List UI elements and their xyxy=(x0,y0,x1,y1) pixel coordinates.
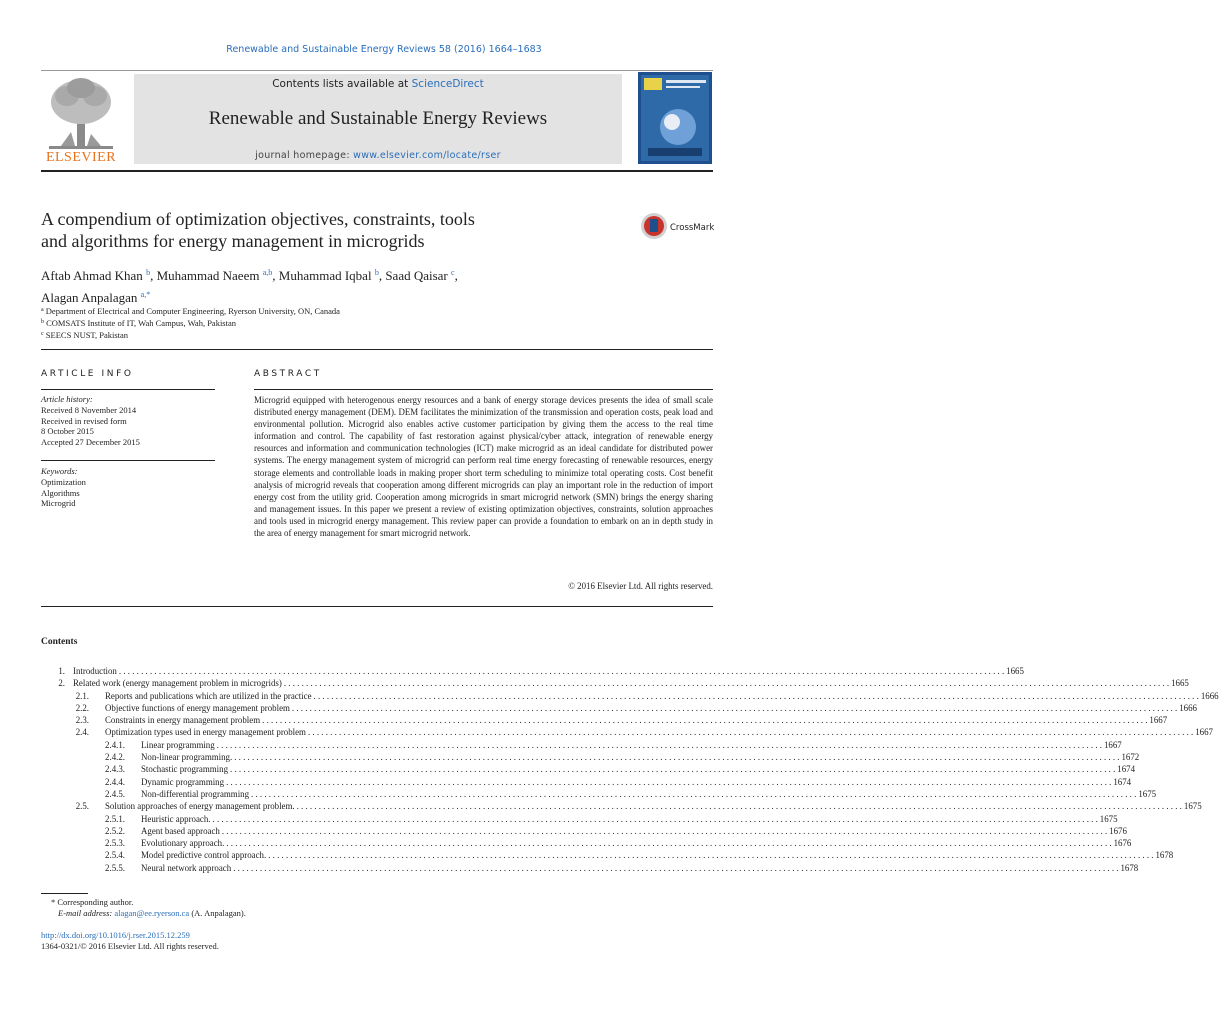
toc-entry-page: 1666 xyxy=(1179,702,1197,713)
toc-dot-leader: . . . . . . . . . . . . . . . . . . . . . . . . . . . . . . . . . . . . . . . . . . . . . . . . . . . . . . . . . . . . . . . . . . . . . . . . . . . . . . . . . . . . . . . . . . . . . . . . . . . . . . . . . . . . . . . . . . . . . . . . . . . . . . . . . . . . . . . . . . . . . . . . . . . . . . . . . . . . . . . . . . . . . . . . . . . . . . . . . . . . . . . . . . . . . . . . . . . . . . . . xyxy=(313,690,1199,701)
toc-entry[interactable] xyxy=(41,726,1213,738)
toc-entry-title: Introduction xyxy=(73,666,117,676)
toc-entry-page: 1675 xyxy=(1183,801,1202,812)
toc-dot-leader: . . . . . . . . . . . . . . . . . . . . . . . . . . . . . . . . . . . . . . . . . . . . . . . . . . . . . . . . . . . . . . . . . . . . . . . . . . . . . . . . . . . . . . . . . . . . . . . . . . . . . . . . . . . . . . . . . . . . . . . . . . . . . . . . . . . . . . . . . . . . . . . . . . . . . . . . . . . . . . . . . . . . . . . . . . . . . . . . . . . . . . . . . . . . . . . . . . . . . . . . xyxy=(283,678,1170,689)
abstract-heading: ABSTRACT xyxy=(254,369,322,379)
toc-entry-number: 2.4.3. xyxy=(105,764,125,775)
toc-entry-title: Stochastic programming xyxy=(141,764,229,775)
toc-entry-title: Constraints in energy management problem xyxy=(105,715,261,726)
sciencedirect-link[interactable]: ScienceDirect xyxy=(411,78,484,90)
toc-dot-leader: . . . . . . . . . . . . . . . . . . . . . . . . . . . . . . . . . . . . . . . . . . . . . . . . . . . . . . . . . . . . . . . . . . . . . . . . . . . . . . . . . . . . . . . . . . . . . . . . . . . . . . . . . . . . . . . . . . . . . . . . . . . . . . . . . . . . . . . . . . . . . . . . . . . . . . . . . . . . . . . . . . . . . . . . . . . . . . . . . . . . . . . . . . . . . . . . . . . . . . . . xyxy=(118,666,1005,676)
abstract-copyright: © 2016 Elsevier Ltd. All rights reserved. xyxy=(568,581,713,591)
email-line xyxy=(41,908,441,919)
contents-divider xyxy=(41,606,713,607)
toc-entry[interactable] xyxy=(41,677,1189,689)
doi-link[interactable]: http://dx.doi.org/10.1016/j.rser.2015.12.259 xyxy=(41,930,190,940)
email-link[interactable]: alagan@ee.ryerson.ca xyxy=(114,908,190,918)
toc-entry[interactable] xyxy=(41,825,1127,837)
affiliation-mark: b xyxy=(41,319,44,325)
toc-entry-page: 1674 xyxy=(1117,764,1136,775)
toc-dot-leader: . . . . . . . . . . . . . . . . . . . . . . . . . . . . . . . . . . . . . . . . . . . . . . . . . . . . . . . . . . . . . . . . . . . . . . . . . . . . . . . . . . . . . . . . . . . . . . . . . . . . . . . . . . . . . . . . . . . . . . . . . . . . . . . . . . . . . . . . . . . . . . . . . . . . . . . . . . . . . . . . . . . . . . . . . . . . . . . . . . . . . . . . . . . . . . . . . . . . . . . . xyxy=(291,702,1178,713)
author-list: Aftab Ahmad Khan $^b$, Muhammad Naeem $^{a,b}$, Muhammad Iqbal $^b$, Saad Qaisar $^c$, Alagan Anpalagan $^{a,*}$ xyxy=(41,268,458,305)
toc-entry[interactable] xyxy=(41,837,1132,849)
toc-entry-number: 2.5. xyxy=(75,801,89,812)
affiliation-mark: a xyxy=(41,307,44,313)
toc-entry[interactable] xyxy=(41,813,1118,825)
toc-entry-title: Evolutionary approach. xyxy=(141,838,225,849)
article-history xyxy=(41,394,215,448)
toc-entry-page: 1678 xyxy=(1120,862,1139,873)
keyword: Optimization xyxy=(41,476,86,487)
toc-dot-leader: . . . . . . . . . . . . . . . . . . . . . . . . . . . . . . . . . . . . . . . . . . . . . . . . . . . . . . . . . . . . . . . . . . . . . . . . . . . . . . . . . . . . . . . . . . . . . . . . . . . . . . . . . . . . . . . . . . . . . . . . . . . . . . . . . . . . . . . . . . . . . . . . . . . . . . . . . . . . . . . . . . . . . . . . . . . . . . . . . . . . . . . . . . . . . . . . . . . . . . . . xyxy=(226,838,1112,849)
toc-entry-number: 1. xyxy=(58,666,65,676)
toc-entry-title: Non-differential programming xyxy=(141,788,250,799)
keyword: Algorithms xyxy=(41,487,80,498)
author-affiliation-mark: b xyxy=(374,268,379,277)
toc-entry[interactable] xyxy=(41,714,1168,726)
toc-entry-title: Solution approaches of energy management problem. xyxy=(105,801,295,812)
toc-entry-page: 1676 xyxy=(1113,838,1132,849)
toc-entry-title: Dynamic programming xyxy=(141,776,225,787)
toc-dot-leader: . . . . . . . . . . . . . . . . . . . . . . . . . . . . . . . . . . . . . . . . . . . . . . . . . . . . . . . . . . . . . . . . . . . . . . . . . . . . . . . . . . . . . . . . . . . . . . . . . . . . . . . . . . . . . . . . . . . . . . . . . . . . . . . . . . . . . . . . . . . . . . . . . . . . . . . . . . . . . . . . . . . . . . . . . . . . . . . . . . . . . . . . . . . . . . . . . . . . . . . . xyxy=(230,764,1116,775)
affiliation-mark: c xyxy=(41,331,44,337)
toc-dot-leader: . . . . . . . . . . . . . . . . . . . . . . . . . . . . . . . . . . . . . . . . . . . . . . . . . . . . . . . . . . . . . . . . . . . . . . . . . . . . . . . . . . . . . . . . . . . . . . . . . . . . . . . . . . . . . . . . . . . . . . . . . . . . . . . . . . . . . . . . . . . . . . . . . . . . . . . . . . . . . . . . . . . . . . . . . . . . . . . . . . . . . . . . . . . . . . . . . . . . . . . . xyxy=(212,813,1098,824)
toc-entry[interactable] xyxy=(41,751,1140,763)
toc-entry[interactable] xyxy=(41,690,1219,702)
toc-entry[interactable] xyxy=(41,739,1122,751)
affiliation-text: COMSATS Institute of IT, Wah Campus, Wah, Pakistan xyxy=(46,318,237,328)
toc-entry-title: Objective functions of energy management problem xyxy=(105,702,290,713)
author-name[interactable]: Aftab Ahmad Khan xyxy=(41,268,143,283)
keywords-label: Keywords: xyxy=(41,466,78,476)
toc-entry-page: 1676 xyxy=(1109,825,1127,836)
toc-entry-page: 1665 xyxy=(1006,666,1024,676)
toc-entry-page: 1672 xyxy=(1121,752,1140,763)
footnote-rule xyxy=(41,893,88,894)
abstract-rule xyxy=(254,389,713,390)
toc-dot-leader: . . . . . . . . . . . . . . . . . . . . . . . . . . . . . . . . . . . . . . . . . . . . . . . . . . . . . . . . . . . . . . . . . . . . . . . . . . . . . . . . . . . . . . . . . . . . . . . . . . . . . . . . . . . . . . . . . . . . . . . . . . . . . . . . . . . . . . . . . . . . . . . . . . . . . . . . . . . . . . . . . . . . . . . . . . . . . . . . . . . . . . . . . . . . . . . . . . . . . . . . xyxy=(226,776,1112,787)
toc-entry[interactable] xyxy=(41,665,1024,677)
toc-entry[interactable] xyxy=(41,776,1132,788)
author-affiliation-mark: a,b xyxy=(262,268,273,277)
toc-entry[interactable] xyxy=(41,702,1197,714)
affiliation-item xyxy=(41,329,641,341)
toc-entry-title: Reports and publications which are utilized in the practice xyxy=(105,690,312,701)
publisher-wordmark: ELSEVIER xyxy=(45,150,117,165)
toc-entry-number: 2.3. xyxy=(75,715,89,726)
author-name[interactable]: Saad Qaisar xyxy=(385,268,448,283)
toc-entry-number: 2.1. xyxy=(75,690,89,701)
toc-entry-page: 1667 xyxy=(1149,715,1168,726)
article-title-line-1: A compendium of optimization objectives, constraints, tools xyxy=(41,209,475,229)
toc-entry-title: Related work (energy management problem in microgrids) xyxy=(73,678,282,689)
toc-entry[interactable] xyxy=(41,862,1139,874)
toc-entry-title: Agent based approach xyxy=(141,825,220,836)
author-name[interactable]: Muhammad Iqbal xyxy=(278,268,372,283)
toc-dot-leader: . . . . . . . . . . . . . . . . . . . . . . . . . . . . . . . . . . . . . . . . . . . . . . . . . . . . . . . . . . . . . . . . . . . . . . . . . . . . . . . . . . . . . . . . . . . . . . . . . . . . . . . . . . . . . . . . . . . . . . . . . . . . . . . . . . . . . . . . . . . . . . . . . . . . . . . . . . . . . . . . . . . . . . . . . . . . . . . . . . . . . . . . . . . . . . . . . . . . . . . . xyxy=(233,862,1119,873)
contents-heading: Contents xyxy=(41,637,78,647)
author-affiliation-mark: b xyxy=(146,268,151,277)
toc-entry-page: 1675 xyxy=(1099,813,1118,824)
toc-entry-page: 1667 xyxy=(1103,739,1122,750)
toc-entry-number: 2.5.3. xyxy=(105,838,125,849)
abstract-text: Microgrid equipped with heterogenous energy resources and a bank of energy storage devices presents the idea of small scale distributed energy management (DEM). DEM facilitates the minimization of the transmission and operation costs, peak load and environmental pollution. Microgrid also enables active customer participation by giving them the access to the real time information and control. The capability of fast restoration against physical/cyber attack, integration of renewable energy resources and information and communication technologies (ICT) make microgrid as an ideal candidate for distributed power systems. The energy management system of microgrid can perform real time energy forecasting of renewable resources, energy storage elements and controllable loads in making proper short term scheduling to minimize total operating costs. Cost benefit analysis of microgrid reveals that cooperation among different microgrids can play an important role in the reduction of import energy cost from the utility grid. Cooperation among microgrids in smart microgrid network (SMN) brings the energy sharing and management issues. In this paper we present a review of existing optimization objectives, constraints, solution approaches and tools used in microgrid energy management. This review paper can provide a foundation to embark on an in depth study in the area of energy management for smart microgrid network. xyxy=(254,395,713,539)
toc-entry-title: Model predictive control approach. xyxy=(141,850,267,861)
toc-entry-number: 2.5.5. xyxy=(105,862,125,873)
crossmark-label: CrossMark xyxy=(670,223,715,233)
article-title-line-2: and algorithms for energy management in microgrids xyxy=(41,231,425,251)
toc-entry-number: 2.2. xyxy=(75,702,89,713)
author-name[interactable]: Muhammad Naeem xyxy=(156,268,260,283)
affiliation-text: Department of Electrical and Computer Engineering, Ryerson University, ON, Canada xyxy=(45,306,340,316)
journal-cover-thumbnail[interactable] xyxy=(638,72,712,164)
toc-dot-leader: . . . . . . . . . . . . . . . . . . . . . . . . . . . . . . . . . . . . . . . . . . . . . . . . . . . . . . . . . . . . . . . . . . . . . . . . . . . . . . . . . . . . . . . . . . . . . . . . . . . . . . . . . . . . . . . . . . . . . . . . . . . . . . . . . . . . . . . . . . . . . . . . . . . . . . . . . . . . . . . . . . . . . . . . . . . . . . . . . . . . . . . . . . . . . . . . . . . . . . . . xyxy=(234,752,1120,763)
info-divider xyxy=(41,349,713,350)
email-suffix: (A. Anpalagan). xyxy=(189,908,246,918)
journal-citation[interactable]: Renewable and Sustainable Energy Reviews 58 (2016) 1664–1683 xyxy=(226,44,542,55)
affiliation-item xyxy=(41,305,641,317)
keywords-rule xyxy=(41,460,215,461)
toc-entry-page: 1665 xyxy=(1171,678,1189,689)
affiliation-text: SEECS NUST, Pakistan xyxy=(45,330,129,340)
keywords-block xyxy=(41,466,215,509)
top-divider xyxy=(41,70,713,71)
history-item: Received in revised form xyxy=(41,415,127,426)
email-label: E-mail address: xyxy=(58,908,113,918)
journal-homepage-line xyxy=(134,150,622,161)
toc-dot-leader: . . . . . . . . . . . . . . . . . . . . . . . . . . . . . . . . . . . . . . . . . . . . . . . . . . . . . . . . . . . . . . . . . . . . . . . . . . . . . . . . . . . . . . . . . . . . . . . . . . . . . . . . . . . . . . . . . . . . . . . . . . . . . . . . . . . . . . . . . . . . . . . . . . . . . . . . . . . . . . . . . . . . . . . . . . . . . . . . . . . . . . . . . . . . . . . . . . . . . . . . xyxy=(251,788,1137,799)
toc-entry-number: 2.4.4. xyxy=(105,776,125,787)
toc-entry-number: 2.5.2. xyxy=(105,825,125,836)
toc-entry-number: 2.4.2. xyxy=(105,752,125,763)
toc-entry-number: 2.4.1. xyxy=(105,739,125,750)
toc-entry-title: Non-linear programming. xyxy=(141,752,233,763)
toc-entry-number: 2.5.4. xyxy=(105,850,125,861)
article-title xyxy=(41,208,601,252)
toc-dot-leader: . . . . . . . . . . . . . . . . . . . . . . . . . . . . . . . . . . . . . . . . . . . . . . . . . . . . . . . . . . . . . . . . . . . . . . . . . . . . . . . . . . . . . . . . . . . . . . . . . . . . . . . . . . . . . . . . . . . . . . . . . . . . . . . . . . . . . . . . . . . . . . . . . . . . . . . . . . . . . . . . . . . . . . . . . . . . . . . . . . . . . . . . . . . . . . . . . . . . . . . . xyxy=(216,739,1102,750)
toc-entry-number: 2.5.1. xyxy=(105,813,125,824)
issn-line: 1364-0321/© 2016 Elsevier Ltd. All rights reserved. xyxy=(41,941,219,951)
toc-entry-title: Linear programming xyxy=(141,739,215,750)
toc-entry[interactable] xyxy=(41,763,1136,775)
author-name[interactable]: Alagan Anpalagan xyxy=(41,290,138,305)
toc-entry-page: 1678 xyxy=(1155,850,1174,861)
toc-entry[interactable] xyxy=(41,788,1157,800)
corresponding-author-footnote xyxy=(41,897,441,919)
article-info-heading: ARTICLE INFO xyxy=(41,369,134,379)
affiliation-item xyxy=(41,317,641,329)
toc-dot-leader: . . . . . . . . . . . . . . . . . . . . . . . . . . . . . . . . . . . . . . . . . . . . . . . . . . . . . . . . . . . . . . . . . . . . . . . . . . . . . . . . . . . . . . . . . . . . . . . . . . . . . . . . . . . . . . . . . . . . . . . . . . . . . . . . . . . . . . . . . . . . . . . . . . . . . . . . . . . . . . . . . . . . . . . . . . . . . . . . . . . . . . . . . . . . . . . . . . . . . . . . xyxy=(307,727,1194,738)
toc-entry[interactable] xyxy=(41,800,1202,812)
contents-prefix: Contents lists available at xyxy=(272,78,412,90)
toc-entry-page: 1667 xyxy=(1195,727,1213,738)
toc-entry-number: 2.4.5. xyxy=(105,788,125,799)
history-item: 8 October 2015 xyxy=(41,426,94,437)
toc-dot-leader: . . . . . . . . . . . . . . . . . . . . . . . . . . . . . . . . . . . . . . . . . . . . . . . . . . . . . . . . . . . . . . . . . . . . . . . . . . . . . . . . . . . . . . . . . . . . . . . . . . . . . . . . . . . . . . . . . . . . . . . . . . . . . . . . . . . . . . . . . . . . . . . . . . . . . . . . . . . . . . . . . . . . . . . . . . . . . . . . . . . . . . . . . . . . . . . . . . . . . . . . xyxy=(268,850,1154,861)
author-affiliation-mark: c xyxy=(451,268,455,277)
corresponding-note: * Corresponding author. xyxy=(51,897,134,907)
header-divider xyxy=(41,170,713,172)
affiliation-list xyxy=(41,305,641,341)
toc-entry-number: 2.4. xyxy=(75,727,89,738)
toc-entry[interactable] xyxy=(41,849,1174,861)
toc-entry-page: 1666 xyxy=(1200,690,1219,701)
toc-entry-page: 1674 xyxy=(1113,776,1132,787)
toc-dot-leader: . . . . . . . . . . . . . . . . . . . . . . . . . . . . . . . . . . . . . . . . . . . . . . . . . . . . . . . . . . . . . . . . . . . . . . . . . . . . . . . . . . . . . . . . . . . . . . . . . . . . . . . . . . . . . . . . . . . . . . . . . . . . . . . . . . . . . . . . . . . . . . . . . . . . . . . . . . . . . . . . . . . . . . . . . . . . . . . . . . . . . . . . . . . . . . . . . . . . . . . . xyxy=(262,715,1148,726)
history-item: Accepted 27 December 2015 xyxy=(41,437,140,448)
homepage-link[interactable]: www.elsevier.com/locate/rser xyxy=(353,150,501,161)
keyword: Microgrid xyxy=(41,498,76,509)
toc-entry-page: 1675 xyxy=(1138,788,1157,799)
toc-entry-number: 2. xyxy=(58,678,65,689)
toc-entry-title: Optimization types used in energy management problem xyxy=(105,727,306,738)
history-item: Received 8 November 2014 xyxy=(41,404,137,415)
journal-title: Renewable and Sustainable Energy Reviews xyxy=(208,108,548,129)
table-of-contents xyxy=(41,665,1219,874)
article-info-rule xyxy=(41,389,215,390)
history-label: Article history: xyxy=(41,394,93,404)
contents-available-line xyxy=(134,78,622,90)
toc-dot-leader: . . . . . . . . . . . . . . . . . . . . . . . . . . . . . . . . . . . . . . . . . . . . . . . . . . . . . . . . . . . . . . . . . . . . . . . . . . . . . . . . . . . . . . . . . . . . . . . . . . . . . . . . . . . . . . . . . . . . . . . . . . . . . . . . . . . . . . . . . . . . . . . . . . . . . . . . . . . . . . . . . . . . . . . . . . . . . . . . . . . . . . . . . . . . . . . . . . . . . . . . xyxy=(221,825,1108,836)
toc-entry-title: Neural network approach xyxy=(141,862,232,873)
crossmark-badge[interactable] xyxy=(640,212,716,240)
toc-dot-leader: . . . . . . . . . . . . . . . . . . . . . . . . . . . . . . . . . . . . . . . . . . . . . . . . . . . . . . . . . . . . . . . . . . . . . . . . . . . . . . . . . . . . . . . . . . . . . . . . . . . . . . . . . . . . . . . . . . . . . . . . . . . . . . . . . . . . . . . . . . . . . . . . . . . . . . . . . . . . . . . . . . . . . . . . . . . . . . . . . . . . . . . . . . . . . . . . . . . . . . . . xyxy=(296,801,1182,812)
author-affiliation-mark: a,* xyxy=(140,290,151,299)
toc-entry-title: Heuristic approach. xyxy=(141,813,211,824)
homepage-prefix: journal homepage: xyxy=(255,150,354,161)
